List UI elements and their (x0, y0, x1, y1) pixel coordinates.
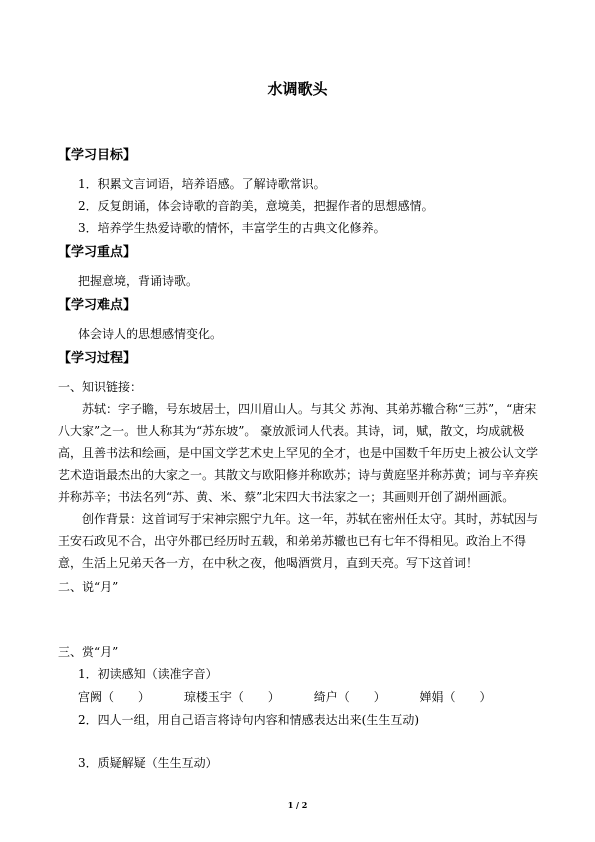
section-header-goals: 【学习目标】 (58, 148, 137, 163)
step2-text: 2．四人一组，用自己语言将诗句内容和情感表达出来(生生互动) (78, 713, 420, 727)
pinyin-item: 宫阙（ ） (78, 690, 151, 704)
part3-title: 三、赏“月” (58, 645, 119, 659)
document-title: 水调歌头 (267, 80, 328, 98)
pinyin-item: 婵娟（ ） (419, 690, 492, 704)
part1-title: 一、知识链接： (58, 380, 143, 394)
section-header-process: 【学习过程】 (58, 351, 137, 366)
pinyin-item: 琼楼玉宇（ ） (183, 690, 280, 704)
author-intro-paragraph: 苏轼：字子瞻，号东坡居士，四川眉山人。与其父 苏洵、其弟苏辙合称“三苏”，“唐宋八大家”之一。世人称其为“苏东坡”。 豪放派词人代表。其诗，词，赋，散文，均成就极高，且善书法和绘画，是中国文学艺术史上罕见的全才，也是中国数千年历史上被公认文学艺术造诣最杰出的大家之一。其散文与欧阳修并称欧苏；诗与黄庭坚并称苏黄；词与辛弃疾并称苏辛；书法名列“苏、黄、米、蔡”北宋四大书法家之一；其画则开创了湖州画派。 (58, 402, 539, 504)
goal-item: 2．反复朗诵，体会诗歌的音韵美，意境美，把握作者的思想感情。 (78, 199, 434, 213)
goal-item: 1．积累文言词语，培养语感。了解诗歌常识。 (78, 177, 326, 191)
section-header-difficulties: 【学习难点】 (58, 298, 137, 313)
part2-title: 二、说“月” (58, 580, 119, 594)
difficulties-text: 体会诗人的思想感情变化。 (78, 327, 223, 341)
step3-text: 3．质疑解疑（生生互动） (78, 756, 218, 770)
background-paragraph: 创作背景：这首词写于宋神宗熙宁九年。这一年，苏轼在密州任太守。其时，苏轼因与王安石政见不合，出守外郡已经历时五载，和弟弟苏辙也已有七年不得相见。政治上不得意，生活上兄弟天各一方，在中秋之夜，他喝酒赏月，直到天亮。写下这首词！ (58, 512, 539, 570)
pinyin-item: 绮户（ ） (313, 690, 386, 704)
key-points-text: 把握意境，背诵诗歌。 (78, 274, 199, 288)
step1-text: 1．初读感知（读准字音） (78, 667, 218, 681)
goal-item: 3．培养学生热爱诗歌的情怀，丰富学生的古典文化修养。 (78, 221, 386, 235)
section-header-key-points: 【学习重点】 (58, 245, 137, 260)
pinyin-row (78, 688, 522, 705)
page-number: 1 / 2 (287, 800, 308, 810)
